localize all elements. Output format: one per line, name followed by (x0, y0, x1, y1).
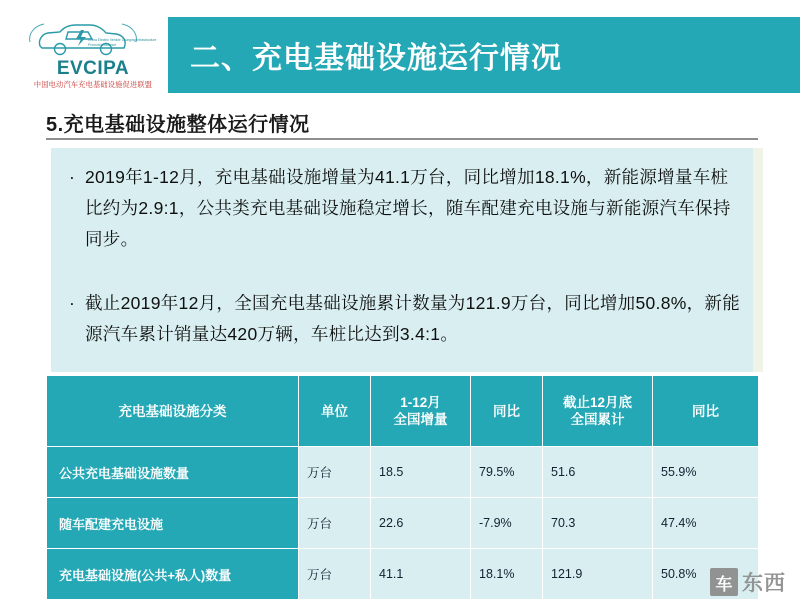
row-cumulative: 70.3 (543, 498, 653, 549)
table-header-cell (471, 376, 543, 447)
header-label-line1: 1-12月 (400, 395, 441, 410)
watermark-text: 东西 (742, 572, 786, 595)
header-label: 同比 (692, 403, 719, 419)
row-category: 公共充电基础设施数量 (47, 447, 299, 498)
row-yoy-increment: 18.1% (471, 549, 543, 600)
panel-edge (753, 148, 763, 372)
table-header-row (47, 376, 759, 447)
row-category: 充电基础设施(公共+私人)数量 (47, 549, 299, 600)
row-increment: 41.1 (371, 549, 471, 600)
table-header-cell (299, 376, 371, 447)
bullet-item (69, 162, 745, 255)
header-label: 充电基础设施分类 (118, 403, 227, 419)
header-label-line2: 全国累计 (570, 412, 625, 427)
table-header-cell (543, 376, 653, 447)
row-increment: 22.6 (371, 498, 471, 549)
row-increment: 18.5 (371, 447, 471, 498)
bullet-marker: · (69, 293, 76, 313)
bullet-marker: · (69, 167, 76, 187)
logo-chinese-name: 中国电动汽车充电基础设施促进联盟 (33, 80, 153, 89)
watermark (710, 567, 786, 597)
row-yoy-increment: -7.9% (471, 498, 543, 549)
row-yoy-increment: 79.5% (471, 447, 543, 498)
ev-car-charging-icon (18, 12, 168, 62)
row-unit: 万台 (299, 549, 371, 600)
row-cumulative: 121.9 (543, 549, 653, 600)
row-yoy-cumulative: 47.4% (653, 498, 759, 549)
header-label: 同比 (493, 403, 520, 419)
logo-wordmark: EVCIPA (56, 58, 130, 79)
bullet-text: 截止2019年12月，全国充电基础设施累计数量为121.9万台，同比增加50.8%，新能源汽车累计销量达420万辆，车桩比达到3.4:1。 (85, 293, 741, 344)
bullet-item (69, 288, 745, 350)
charging-infrastructure-table (46, 375, 759, 600)
table-header-cell (47, 376, 299, 447)
row-unit: 万台 (299, 447, 371, 498)
section-heading: 5.充电基础设施整体运行情况 (46, 114, 310, 136)
row-yoy-cumulative: 55.9% (653, 447, 759, 498)
table-row (47, 498, 759, 549)
table-row (47, 549, 759, 600)
bullet-text: 2019年1-12月，充电基础设施增量为41.1万台，同比增加18.1%，新能源增量车桩比约为2.9:1，公共类充电基础设施稳定增长，随车配建充电设施与新能源汽车保持同步。 (85, 167, 731, 249)
slide-header-band (168, 17, 800, 93)
header-label-line2: 全国增量 (393, 412, 448, 427)
row-category: 随车配建充电设施 (47, 498, 299, 549)
evcipa-logo (18, 12, 168, 98)
body-text-panel (46, 148, 763, 372)
slide-title: 二、充电基础设施运行情况 (190, 42, 562, 75)
header-label: 单位 (321, 403, 348, 419)
logo-english-name: China Electric Vehicle Charging Infrastructure Promotion Alliance (88, 38, 157, 47)
header-label-line1: 截止12月底 (562, 395, 633, 410)
row-yoy-cumulative: 50.8% (653, 549, 759, 600)
section-divider (46, 138, 758, 140)
table-row (47, 447, 759, 498)
row-cumulative: 51.6 (543, 447, 653, 498)
watermark-mark: 车 (710, 568, 738, 596)
table-header-cell (653, 376, 759, 447)
table-header-cell (371, 376, 471, 447)
row-unit: 万台 (299, 498, 371, 549)
